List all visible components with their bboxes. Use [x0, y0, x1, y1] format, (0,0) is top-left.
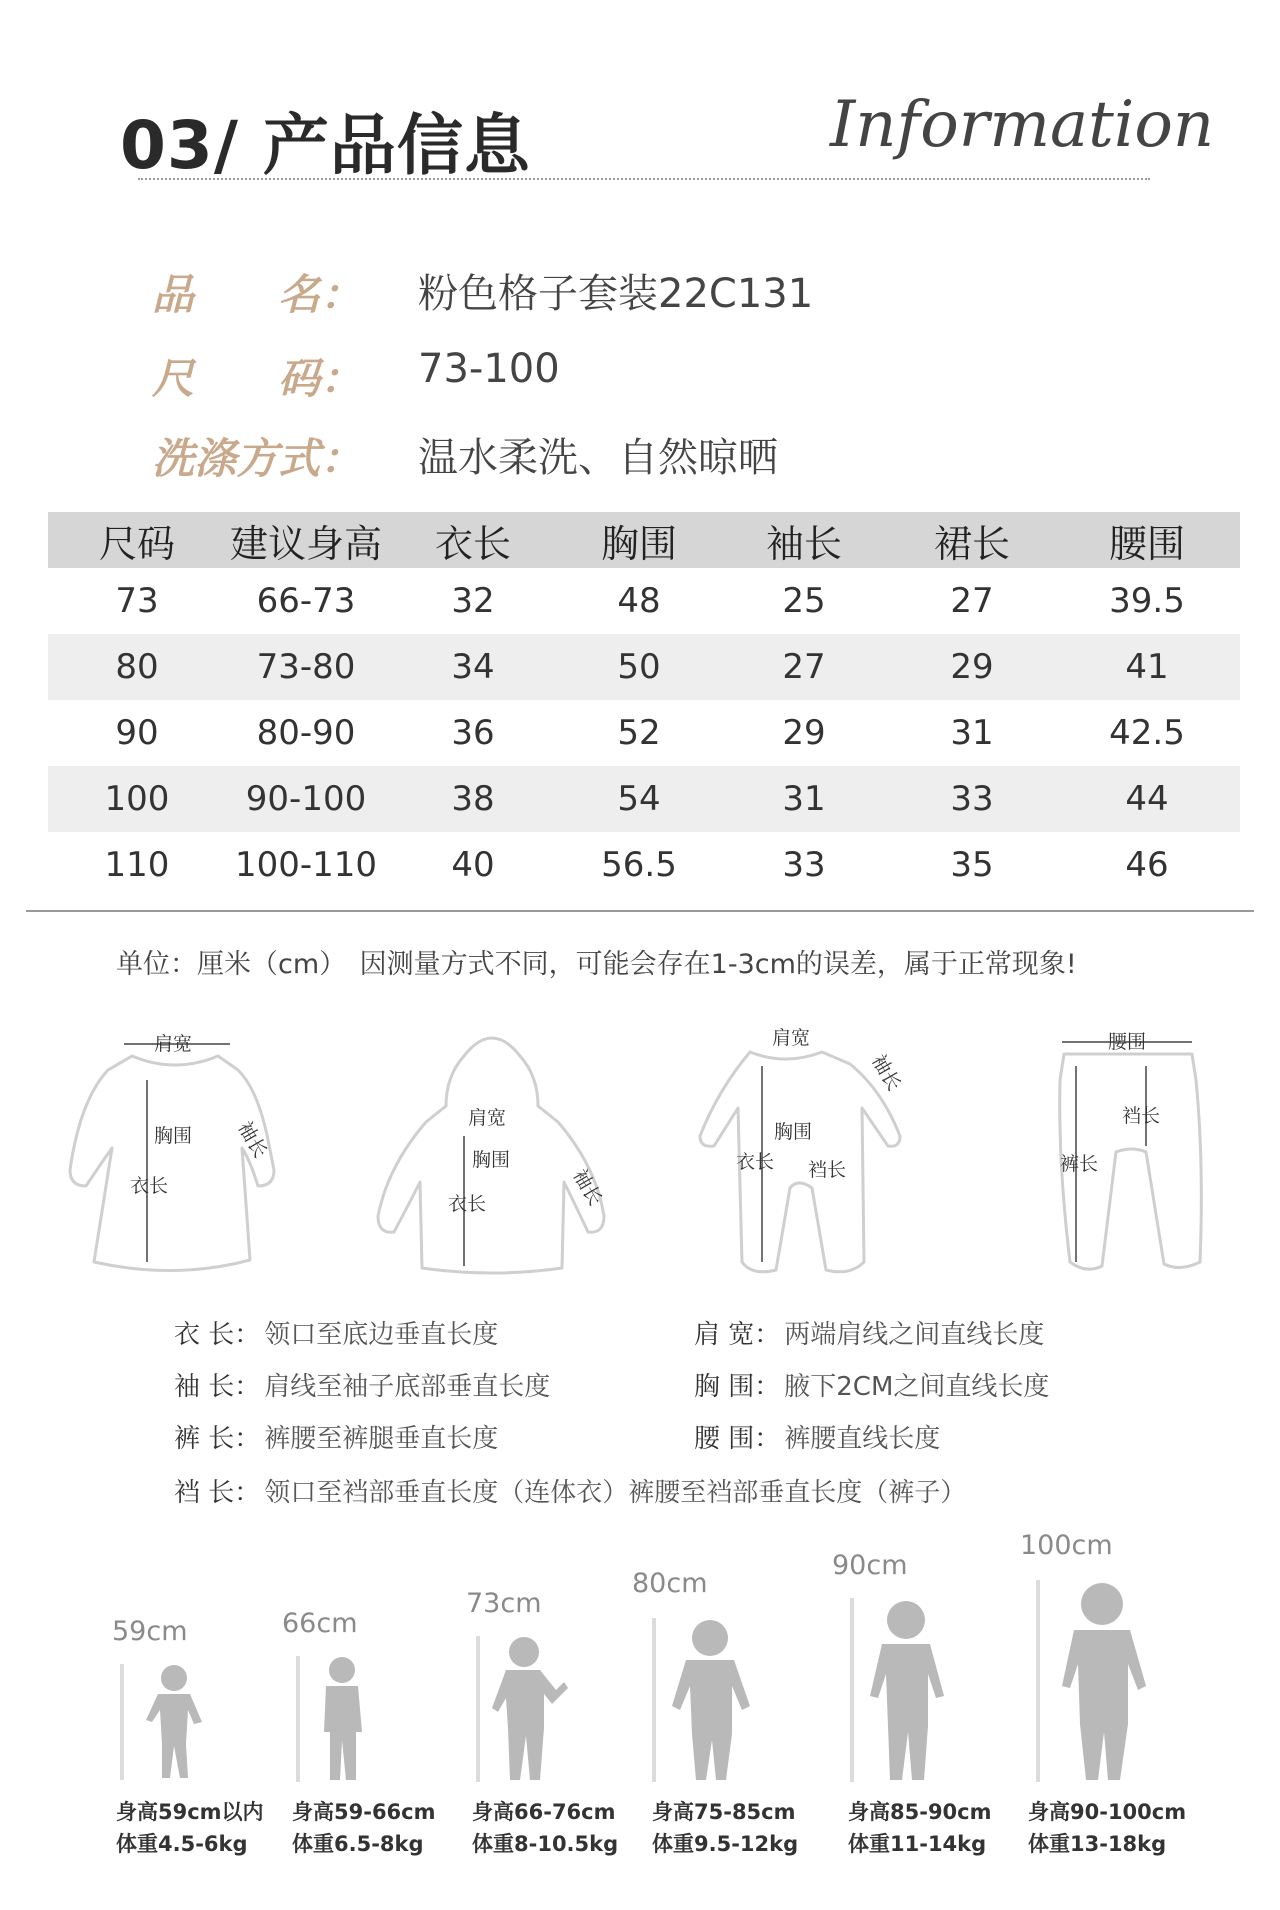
- child-silhouette-icon: [848, 1594, 952, 1786]
- table-cell: 46: [1125, 845, 1169, 885]
- sleeve-label: 袖长: [233, 1117, 272, 1162]
- definition-text: 肩线至袖子底部垂直长度: [264, 1372, 551, 1402]
- table-cell: 39.5: [1109, 581, 1185, 621]
- dress-diagram: [62, 1030, 288, 1276]
- height-range: 身高66-76cm: [472, 1800, 616, 1824]
- table-cell: 56.5: [601, 845, 677, 885]
- child-height-label: 59cm: [112, 1616, 188, 1647]
- table-header-cell: 衣长: [434, 521, 511, 566]
- shoulder-label: 肩宽: [772, 1027, 811, 1049]
- table-cell: 73-80: [256, 647, 356, 687]
- child-caption: [652, 1796, 798, 1860]
- definition-text: 领口至裆部垂直长度（连体衣）裤腰至裆部垂直长度（裤子）: [264, 1478, 967, 1508]
- weight-range: 体重4.5-6kg: [116, 1832, 248, 1856]
- table-row: [48, 832, 1240, 898]
- definition-key: 衣 长：: [174, 1320, 261, 1350]
- table-cell: 34: [451, 647, 495, 687]
- length-label: 衣长: [448, 1193, 487, 1215]
- definition-key: 胸 围：: [694, 1372, 781, 1402]
- definition-sleeve: [174, 1366, 550, 1403]
- child-height-label: 80cm: [632, 1568, 708, 1599]
- table-row: [48, 634, 1240, 700]
- table-cell: 44: [1125, 779, 1169, 819]
- size-table: [48, 512, 1240, 898]
- table-cell: 42.5: [1109, 713, 1185, 753]
- table-cell: 32: [451, 581, 495, 621]
- product-name-label: 品 名：: [152, 270, 363, 319]
- crotch-label: 裆长: [1122, 1105, 1161, 1127]
- table-cell: 100: [104, 779, 170, 819]
- weight-range: 体重13-18kg: [1028, 1832, 1167, 1856]
- definition-text: 两端肩线之间直线长度: [784, 1320, 1045, 1350]
- table-cell: 31: [950, 713, 994, 753]
- table-divider: [26, 910, 1254, 912]
- child-silhouette-icon: [294, 1652, 374, 1786]
- child-silhouette-icon: [650, 1614, 754, 1786]
- pants-diagram: [1046, 1022, 1210, 1282]
- child-caption: [848, 1796, 992, 1860]
- chest-label: 胸围: [154, 1125, 193, 1147]
- child-caption: [1028, 1796, 1186, 1860]
- height-range: 身高75-85cm: [652, 1800, 796, 1824]
- table-cell: 73: [115, 581, 159, 621]
- table-cell: 29: [950, 647, 994, 687]
- table-cell: 90-100: [245, 779, 367, 819]
- section-title: 03/ 产品信息: [120, 107, 531, 184]
- sleeve-label: 袖长: [867, 1050, 906, 1095]
- chest-label: 胸围: [774, 1121, 813, 1143]
- table-cell: 33: [782, 845, 826, 885]
- table-header-row: [48, 512, 1240, 568]
- table-cell: 100-110: [234, 845, 378, 885]
- table-cell: 29: [782, 713, 826, 753]
- romper-diagram: [686, 1018, 932, 1286]
- product-name-value: 粉色格子套装22C131: [418, 271, 814, 317]
- definition-text: 裤腰至裤腿垂直长度: [264, 1424, 499, 1454]
- height-range: 身高59cm以内: [116, 1800, 264, 1824]
- table-cell: 41: [1125, 647, 1169, 687]
- definition-text: 裤腰直线长度: [784, 1424, 941, 1454]
- table-cell: 25: [782, 581, 826, 621]
- definition-key: 肩 宽：: [694, 1320, 781, 1350]
- table-cell: 31: [782, 779, 826, 819]
- child-height-label: 73cm: [466, 1588, 542, 1619]
- child-silhouette-icon: [474, 1632, 570, 1786]
- definition-key: 裆 长：: [174, 1478, 261, 1508]
- height-range: 身高90-100cm: [1028, 1800, 1187, 1824]
- hoodie-diagram: [368, 1026, 614, 1278]
- child-silhouette-icon: [1034, 1576, 1152, 1786]
- header-divider: [138, 178, 1150, 180]
- table-cell: 27: [782, 647, 826, 687]
- romper-outline: [700, 1052, 900, 1272]
- weight-range: 体重11-14kg: [848, 1832, 987, 1856]
- table-cell: 110: [104, 845, 170, 885]
- weight-range: 体重8-10.5kg: [472, 1832, 619, 1856]
- child-caption: [292, 1796, 436, 1860]
- table-cell: 66-73: [256, 581, 356, 621]
- table-cell: 50: [617, 647, 661, 687]
- table-cell: 48: [617, 581, 661, 621]
- table-cell: 27: [950, 581, 994, 621]
- definition-key: 腰 围：: [694, 1424, 781, 1454]
- definition-key: 袖 长：: [174, 1372, 261, 1402]
- length-label: 衣长: [130, 1175, 169, 1197]
- wash-label: 洗涤方式：: [152, 434, 363, 483]
- child-caption: [472, 1796, 618, 1860]
- wash-value: 温水柔洗、自然晾晒: [418, 435, 778, 481]
- table-header-cell: 尺码: [98, 521, 175, 566]
- child-height-label: 100cm: [1020, 1530, 1113, 1561]
- table-cell: 52: [617, 713, 661, 753]
- child-caption: [116, 1796, 264, 1860]
- table-cell: 33: [950, 779, 994, 819]
- table-cell: 90: [115, 713, 159, 753]
- child-height-label: 66cm: [282, 1608, 358, 1639]
- definition-shoulder: [694, 1314, 1044, 1351]
- definition-text: 领口至底边垂直长度: [264, 1320, 499, 1350]
- length-label: 衣长: [736, 1151, 775, 1173]
- definition-text: 腋下2CM之间直线长度: [784, 1372, 1050, 1402]
- size-value: 73-100: [418, 346, 560, 392]
- crotch-label: 裆长: [808, 1159, 847, 1181]
- table-header-cell: 腰围: [1108, 521, 1185, 566]
- table-cell: 38: [451, 779, 495, 819]
- height-range: 身高59-66cm: [292, 1800, 436, 1824]
- table-row: [48, 700, 1240, 766]
- chest-label: 胸围: [472, 1149, 511, 1171]
- waist-label: 腰围: [1108, 1031, 1147, 1053]
- definition-crotch: [174, 1472, 966, 1509]
- table-cell: 35: [950, 845, 994, 885]
- child-height-label: 90cm: [832, 1550, 908, 1581]
- definition-waist: [694, 1418, 940, 1455]
- definition-length: [174, 1314, 498, 1351]
- table-row: [48, 766, 1240, 832]
- table-cell: 80: [115, 647, 159, 687]
- shoulder-label: 肩宽: [468, 1107, 507, 1129]
- shoulder-label: 肩宽: [154, 1033, 193, 1055]
- dress-outline: [70, 1056, 274, 1271]
- definition-chest: [694, 1366, 1049, 1403]
- size-label: 尺 码：: [152, 354, 363, 403]
- table-header-cell: 建议身高: [229, 521, 382, 566]
- table-cell: 80-90: [256, 713, 356, 753]
- table-cell: 54: [617, 779, 661, 819]
- script-decoration: Information: [830, 88, 1215, 162]
- table-header-cell: 袖长: [765, 521, 842, 566]
- table-header-cell: 胸围: [600, 521, 677, 566]
- table-row: [48, 568, 1240, 634]
- sleeve-label: 袖长: [568, 1165, 607, 1210]
- table-header-cell: 裙长: [933, 521, 1010, 566]
- unit-note: 单位：厘米（cm） 因测量方式不同，可能会存在1-3cm的误差，属于正常现象!: [116, 949, 1077, 980]
- weight-range: 体重6.5-8kg: [292, 1832, 424, 1856]
- table-cell: 40: [451, 845, 495, 885]
- child-silhouette-icon: [118, 1660, 210, 1784]
- table-cell: 36: [451, 713, 495, 753]
- definition-pants-length: [174, 1418, 498, 1455]
- height-range: 身高85-90cm: [848, 1800, 992, 1824]
- weight-range: 体重9.5-12kg: [652, 1832, 799, 1856]
- definition-key: 裤 长：: [174, 1424, 261, 1454]
- pants-length-label: 裤长: [1060, 1153, 1099, 1175]
